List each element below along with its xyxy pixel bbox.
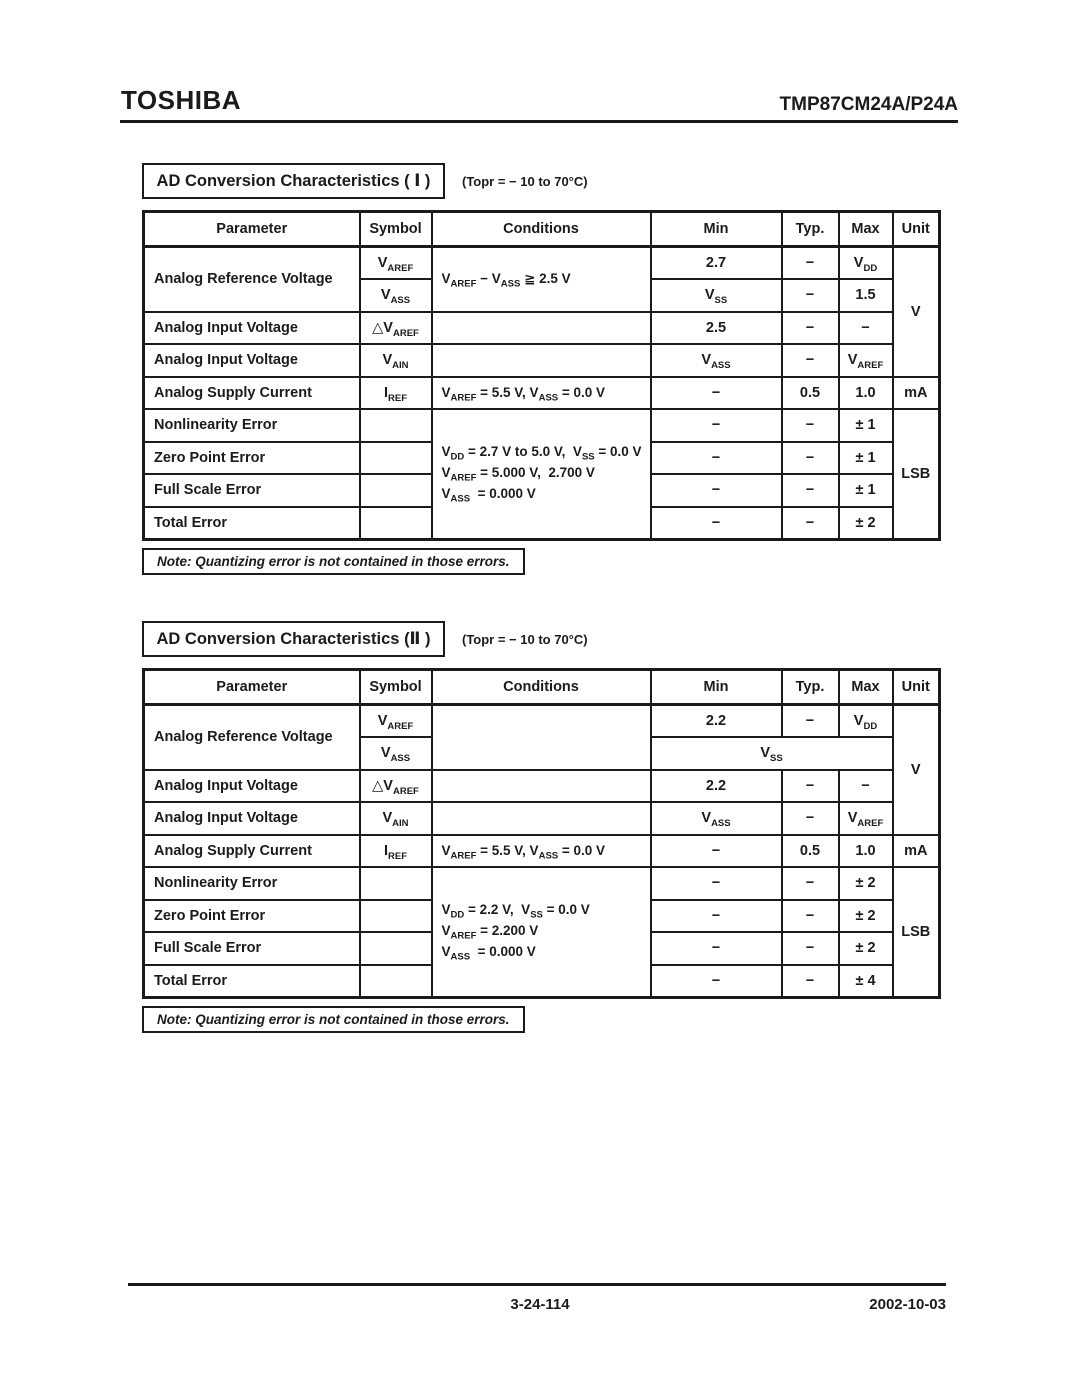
cell-conditions-empty bbox=[432, 705, 651, 770]
note-text: Note: Quantizing error is not contained in those errors. bbox=[157, 1012, 510, 1027]
cell-typ: − bbox=[782, 344, 839, 377]
cell-symbol: $\triangle V_{AREF}$ bbox=[360, 312, 432, 345]
cell-conditions-empty bbox=[432, 312, 651, 345]
col-header-parameter: Parameter bbox=[144, 670, 360, 705]
cell-symbol-empty bbox=[360, 932, 432, 965]
cell-max: $V_{DD}$ bbox=[839, 705, 893, 738]
cell-typ: − bbox=[782, 932, 839, 965]
cell-parameter: Full Scale Error bbox=[144, 474, 360, 507]
cell-typ: 0.5 bbox=[782, 377, 839, 410]
cell-parameter: Analog Input Voltage bbox=[144, 770, 360, 803]
cell-parameter: Nonlinearity Error bbox=[144, 867, 360, 900]
cell-symbol: $V_{AIN}$ bbox=[360, 344, 432, 377]
cell-min: − bbox=[651, 507, 782, 540]
cell-symbol: $I_{REF}$ bbox=[360, 377, 432, 410]
cell-typ: − bbox=[782, 279, 839, 312]
cell-typ: − bbox=[782, 312, 839, 345]
ad-conversion-table-2 bbox=[142, 668, 941, 999]
revision-date: 2002-10-03 bbox=[869, 1296, 946, 1313]
cell-max: $V_{DD}$ bbox=[839, 247, 893, 280]
cell-max: ± 1 bbox=[839, 442, 893, 475]
cell-max: ± 4 bbox=[839, 965, 893, 998]
cell-symbol: $V_{ASS}$ bbox=[360, 279, 432, 312]
cell-min: − bbox=[651, 409, 782, 442]
cell-parameter: Analog Input Voltage bbox=[144, 344, 360, 377]
col-header-typ: Typ. bbox=[782, 212, 839, 247]
table-row bbox=[144, 835, 940, 868]
cell-symbol-empty bbox=[360, 867, 432, 900]
col-header-typ: Typ. bbox=[782, 670, 839, 705]
table-row bbox=[144, 247, 940, 280]
cell-symbol: $V_{ASS}$ bbox=[360, 737, 432, 770]
cell-conditions: $V_{AREF} - V_{ASS}$ ≧ 2.5 V bbox=[432, 247, 651, 312]
cell-min: − bbox=[651, 867, 782, 900]
cell-unit: mA bbox=[893, 835, 940, 868]
cell-symbol: $I_{REF}$ bbox=[360, 835, 432, 868]
cell-min: − bbox=[651, 965, 782, 998]
cell-typ: − bbox=[782, 900, 839, 933]
cell-conditions bbox=[432, 867, 651, 997]
note-box bbox=[142, 1006, 525, 1033]
cell-min: − bbox=[651, 377, 782, 410]
cell-max: ± 2 bbox=[839, 507, 893, 540]
cell-typ: − bbox=[782, 770, 839, 803]
cell-typ: − bbox=[782, 802, 839, 835]
col-header-conditions: Conditions bbox=[432, 212, 651, 247]
col-header-unit: Unit bbox=[893, 212, 940, 247]
cell-max: ± 2 bbox=[839, 932, 893, 965]
cell-symbol-empty bbox=[360, 409, 432, 442]
cell-parameter: Analog Input Voltage bbox=[144, 312, 360, 345]
cell-max: $V_{AREF}$ bbox=[839, 802, 893, 835]
cell-typ: − bbox=[782, 474, 839, 507]
part-number: TMP87CM24A/P24A bbox=[779, 94, 958, 115]
table-row bbox=[144, 770, 940, 803]
cell-symbol-empty bbox=[360, 474, 432, 507]
table-row bbox=[144, 867, 940, 900]
col-header-min: Min bbox=[651, 670, 782, 705]
cell-parameter: Total Error bbox=[144, 965, 360, 998]
cell-min: − bbox=[651, 835, 782, 868]
cell-parameter: Total Error bbox=[144, 507, 360, 540]
cell-conditions: $V_{AREF} = 5.5$ V, $V_{ASS} = 0.0$ V bbox=[432, 377, 651, 410]
cell-min: $V_{ASS}$ bbox=[651, 344, 782, 377]
cell-typ: − bbox=[782, 867, 839, 900]
col-header-max: Max bbox=[839, 670, 893, 705]
cell-unit: V bbox=[893, 247, 940, 377]
col-header-conditions: Conditions bbox=[432, 670, 651, 705]
cell-symbol-empty bbox=[360, 507, 432, 540]
cell-min: 2.7 bbox=[651, 247, 782, 280]
cell-max: 1.0 bbox=[839, 835, 893, 868]
col-header-max: Max bbox=[839, 212, 893, 247]
section-2-title: AD Conversion Characteristics (Ⅱ ) bbox=[156, 630, 431, 648]
cell-max: ± 1 bbox=[839, 409, 893, 442]
cell-min: 2.2 bbox=[651, 705, 782, 738]
condition-line: $V_{DD} = 2.2$ V, $V_{SS} = 0.0$ V bbox=[441, 902, 590, 922]
cell-max: − bbox=[839, 312, 893, 345]
cell-symbol: $\triangle V_{AREF}$ bbox=[360, 770, 432, 803]
cell-max: 1.5 bbox=[839, 279, 893, 312]
cell-min: 2.5 bbox=[651, 312, 782, 345]
cell-typ: − bbox=[782, 247, 839, 280]
section-2-title-box bbox=[142, 621, 445, 657]
condition-line: $V_{AREF} = 5.000$ V, 2.700 V bbox=[441, 465, 595, 484]
cell-unit: mA bbox=[893, 377, 940, 410]
cell-max: $V_{AREF}$ bbox=[839, 344, 893, 377]
cell-typ: − bbox=[782, 507, 839, 540]
cell-conditions-empty bbox=[432, 770, 651, 803]
cell-unit: LSB bbox=[893, 867, 940, 997]
cell-min: $V_{SS}$ bbox=[651, 279, 782, 312]
col-header-symbol: Symbol bbox=[360, 670, 432, 705]
note-box bbox=[142, 548, 525, 575]
table-row bbox=[144, 377, 940, 410]
condition-line: $V_{ASS} = 0.000$ V bbox=[441, 486, 536, 505]
cell-parameter: Analog Supply Current bbox=[144, 835, 360, 868]
condition-line: $V_{ASS} = 0.000$ V bbox=[441, 944, 536, 963]
cell-conditions-empty bbox=[432, 344, 651, 377]
footer-rule bbox=[128, 1283, 946, 1286]
cell-parameter: Analog Supply Current bbox=[144, 377, 360, 410]
cell-parameter: Analog Reference Voltage bbox=[144, 247, 360, 312]
cell-min: − bbox=[651, 932, 782, 965]
toshiba-logo: TOSHIBA bbox=[121, 85, 242, 115]
cell-max: ± 2 bbox=[839, 867, 893, 900]
cell-max: 1.0 bbox=[839, 377, 893, 410]
col-header-symbol: Symbol bbox=[360, 212, 432, 247]
cell-symbol-empty bbox=[360, 442, 432, 475]
section-1-temp-range: (Topr = − 10 to 70°C) bbox=[462, 174, 588, 189]
cell-unit: LSB bbox=[893, 409, 940, 539]
cell-typ: − bbox=[782, 409, 839, 442]
cell-symbol-empty bbox=[360, 900, 432, 933]
cell-max: − bbox=[839, 770, 893, 803]
cell-typ: − bbox=[782, 965, 839, 998]
cell-conditions: $V_{AREF} = 5.5$ V, $V_{ASS} = 0.0$ V bbox=[432, 835, 651, 868]
ad-conversion-table-1 bbox=[142, 210, 941, 541]
cell-max: ± 2 bbox=[839, 900, 893, 933]
table-row bbox=[144, 802, 940, 835]
table-1-header-row bbox=[144, 212, 940, 247]
cell-max: ± 1 bbox=[839, 474, 893, 507]
col-header-parameter: Parameter bbox=[144, 212, 360, 247]
cell-symbol: $V_{AREF}$ bbox=[360, 705, 432, 738]
cell-symbol: $V_{AIN}$ bbox=[360, 802, 432, 835]
table-2-header-row bbox=[144, 670, 940, 705]
cell-min: 2.2 bbox=[651, 770, 782, 803]
col-header-unit: Unit bbox=[893, 670, 940, 705]
cell-min: − bbox=[651, 442, 782, 475]
condition-line: $V_{AREF} = 2.200$ V bbox=[441, 923, 539, 942]
cell-typ: 0.5 bbox=[782, 835, 839, 868]
section-2-temp-range: (Topr = − 10 to 70°C) bbox=[462, 632, 588, 647]
cell-typ: − bbox=[782, 705, 839, 738]
cell-parameter: Analog Input Voltage bbox=[144, 802, 360, 835]
section-1-title-box bbox=[142, 163, 445, 199]
cell-parameter: Zero Point Error bbox=[144, 900, 360, 933]
cell-min: $V_{ASS}$ bbox=[651, 802, 782, 835]
cell-conditions-empty bbox=[432, 802, 651, 835]
cell-parameter: Full Scale Error bbox=[144, 932, 360, 965]
cell-parameter: Analog Reference Voltage bbox=[144, 705, 360, 770]
table-row bbox=[144, 409, 940, 442]
cell-symbol-empty bbox=[360, 965, 432, 998]
table-row bbox=[144, 705, 940, 738]
section-1-title: AD Conversion Characteristics ( Ⅰ ) bbox=[156, 172, 431, 190]
table-row bbox=[144, 344, 940, 377]
note-text: Note: Quantizing error is not contained in those errors. bbox=[157, 554, 510, 569]
cell-parameter: Nonlinearity Error bbox=[144, 409, 360, 442]
cell-min: − bbox=[651, 474, 782, 507]
cell-typ: − bbox=[782, 442, 839, 475]
cell-conditions bbox=[432, 409, 651, 539]
header-rule bbox=[120, 120, 958, 123]
condition-line: $V_{DD} = 2.7$ V to 5.0 V, $V_{SS} = 0.0$ V bbox=[441, 444, 642, 464]
cell-unit: V bbox=[893, 705, 940, 835]
cell-min: − bbox=[651, 900, 782, 933]
cell-symbol: $V_{AREF}$ bbox=[360, 247, 432, 280]
table-row bbox=[144, 312, 940, 345]
page-number: 3-24-114 bbox=[510, 1296, 570, 1313]
col-header-min: Min bbox=[651, 212, 782, 247]
cell-parameter: Zero Point Error bbox=[144, 442, 360, 475]
cell-min-typ-max-merged: $V_{SS}$ bbox=[651, 737, 893, 770]
